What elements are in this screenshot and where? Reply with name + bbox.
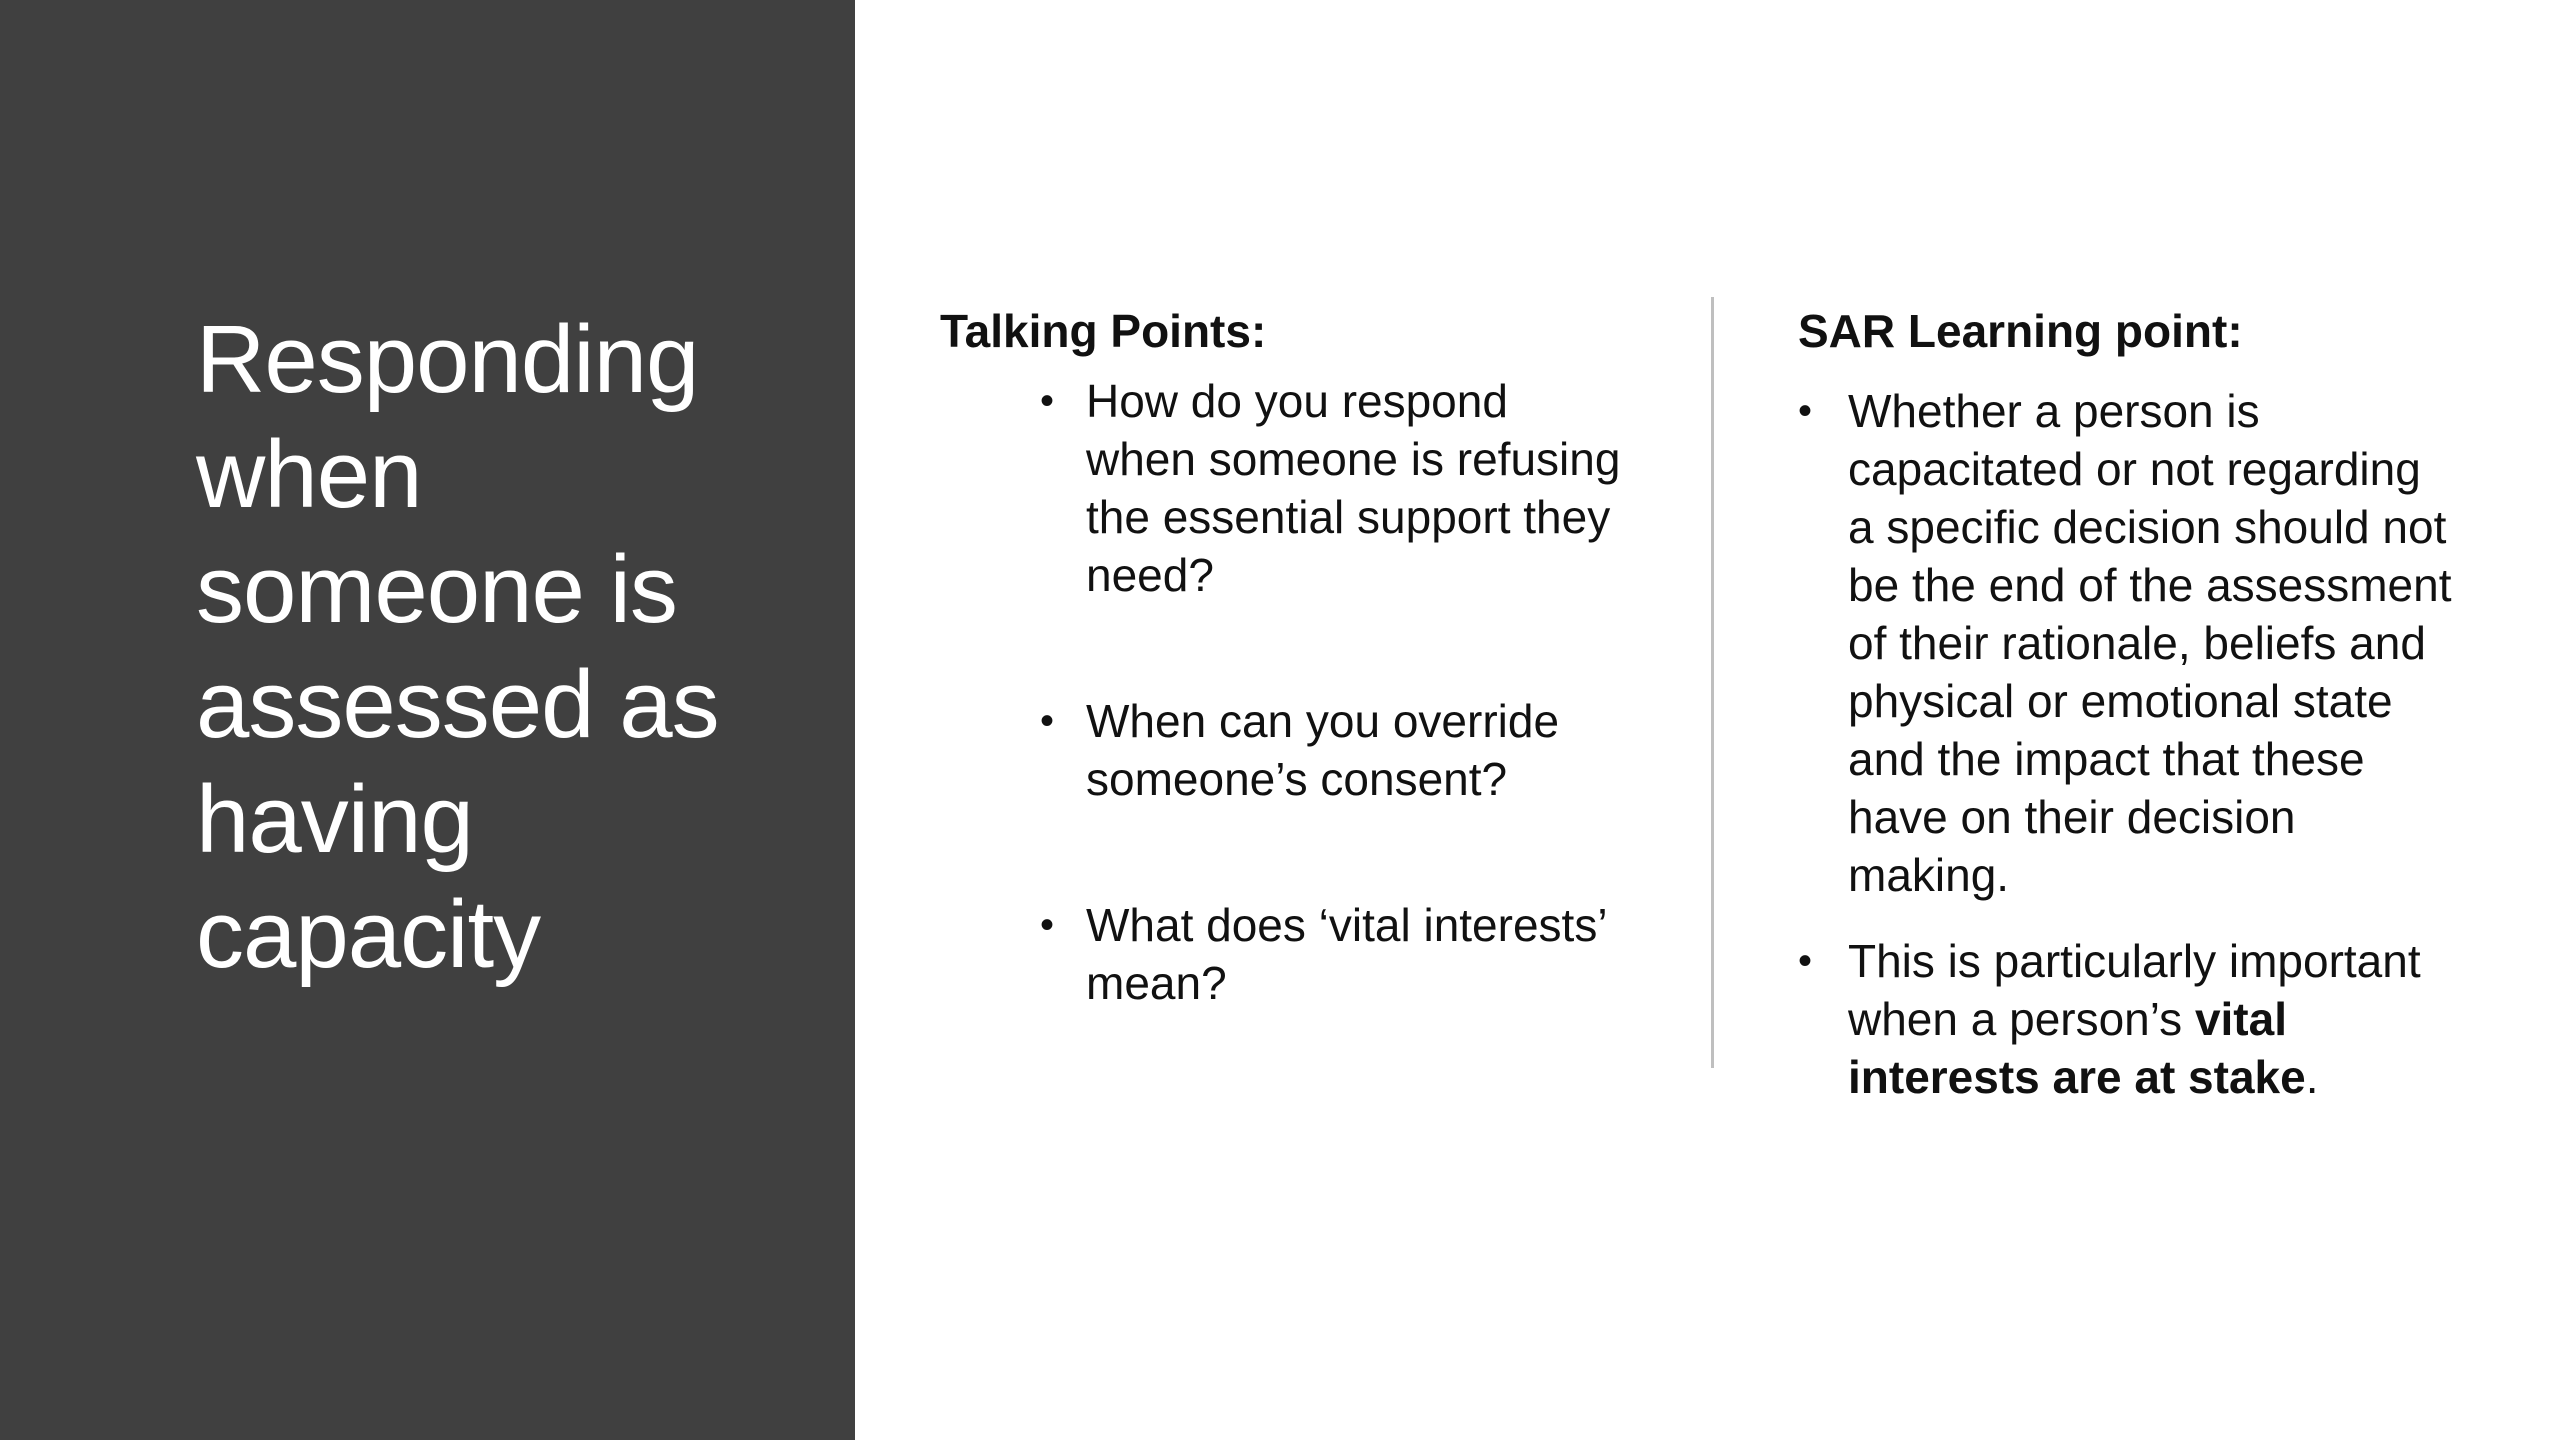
bullet-icon: • bbox=[1798, 939, 1813, 983]
sar-learning-heading: SAR Learning point: bbox=[1798, 305, 2243, 357]
sar-learning-text: Whether a person is capacitated or not regarding a specific decision should not be the end of the assessment of their rationale, beliefs and physical or emotional state and the impact that these have on their decision making. bbox=[1848, 385, 2452, 901]
sar-learning-text bbox=[1848, 935, 2421, 1103]
talking-point-text: How do you respond when someone is refusing the essential support they need? bbox=[1086, 375, 1621, 601]
talking-points-heading: Talking Points: bbox=[940, 305, 1267, 357]
bullet-icon: • bbox=[1798, 389, 1813, 433]
slide-title: Responding when someone is assessed as having capacity bbox=[196, 306, 719, 988]
sar-learning-text-before-emphasis: This is particularly important when a person’s bbox=[1848, 935, 2421, 1045]
sar-learning-item bbox=[1798, 932, 2453, 1106]
talking-point-item bbox=[1040, 692, 1630, 808]
talking-point-item bbox=[1040, 372, 1630, 604]
bullet-icon: • bbox=[1040, 903, 1055, 947]
sar-learning-section bbox=[1798, 302, 2458, 1134]
talking-point-item bbox=[1040, 896, 1630, 1012]
sar-learning-item bbox=[1798, 382, 2453, 904]
talking-points-list bbox=[1040, 372, 1630, 1012]
sar-learning-list bbox=[1798, 382, 2453, 1106]
column-divider bbox=[1711, 297, 1714, 1068]
bullet-icon: • bbox=[1040, 699, 1055, 743]
left-title-panel bbox=[0, 0, 855, 1440]
bullet-icon: • bbox=[1040, 379, 1055, 423]
talking-points-section bbox=[940, 302, 1640, 1100]
sar-learning-emphasis: vital interests are at stake bbox=[1848, 993, 2306, 1103]
sar-learning-text-after-emphasis: . bbox=[2305, 1051, 2319, 1103]
talking-point-text: When can you override someone’s consent? bbox=[1086, 695, 1560, 805]
talking-point-text: What does ‘vital interests’ mean? bbox=[1086, 899, 1606, 1009]
